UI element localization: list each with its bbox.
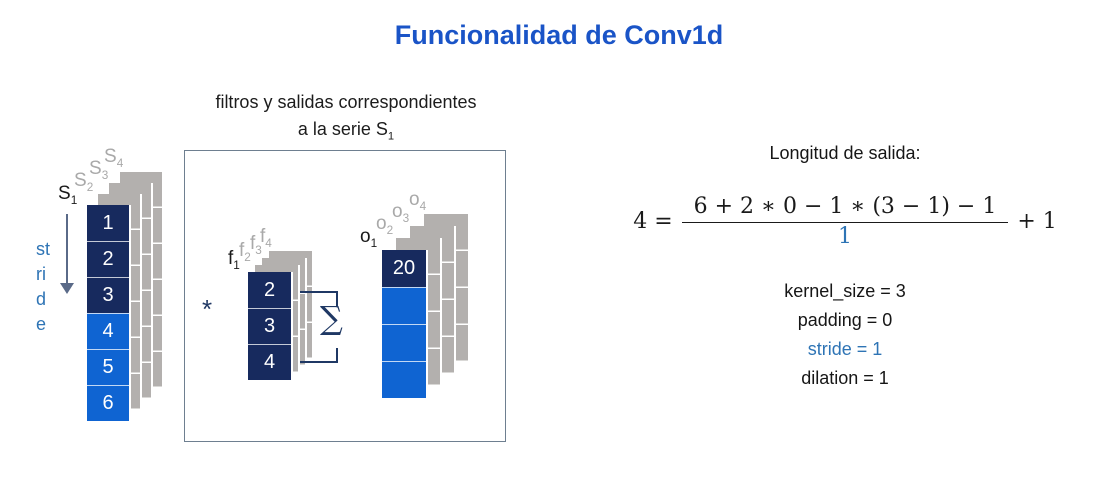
input-cell-1: 1 [87, 205, 129, 241]
box-caption-line1: filtros y salidas correspondientes [215, 92, 477, 112]
sum-bracket-bottom [300, 348, 338, 363]
filter-label-f4: $f_4$ [260, 226, 272, 250]
output-label-o4: $o_4$ [409, 189, 427, 213]
param-kernel-size: kernel_size = 3 [784, 281, 906, 301]
formula-numerator: 6 + 2 ∗ 0 − 1 ∗ (3 − 1) − 1 [682, 194, 1009, 223]
formula-suffix: + 1 [1017, 209, 1057, 234]
page-title: Funcionalidad de Conv1d [394, 20, 724, 50]
series-label-s4: $S_4$ [104, 146, 124, 170]
input-cell-6: 6 [87, 385, 129, 421]
filter-cell-1: 2 [248, 272, 291, 308]
input-series-column [87, 205, 131, 421]
output-cell-2 [382, 287, 426, 324]
conv-params-list [640, 277, 1050, 393]
series-label-s1: $S_1$ [58, 183, 78, 207]
filter-cell-2: 3 [248, 308, 291, 344]
output-label-o3: $o_3$ [392, 201, 410, 225]
filter-label-f1: $f_1$ [228, 248, 240, 272]
output-column [382, 250, 428, 398]
stride-arrow [66, 214, 68, 284]
output-label-o2: $o_2$ [376, 213, 394, 237]
multiply-operator: * [202, 294, 213, 324]
param-dilation: dilation = 1 [801, 368, 889, 388]
input-cell-4: 4 [87, 313, 129, 349]
param-stride: stride = 1 [807, 339, 883, 359]
formula-fraction [682, 194, 1009, 249]
filter-label-f2: $f_2$ [239, 240, 251, 264]
formula-denominator: 1 [838, 224, 852, 249]
output-label-o1: $o_1$ [360, 226, 378, 250]
input-cell-5: 5 [87, 349, 129, 385]
stride-arrow-head-icon [60, 283, 74, 294]
input-cell-3: 3 [87, 277, 129, 313]
output-length-heading: Longitud de salida: [769, 143, 921, 163]
param-padding: padding = 0 [797, 310, 893, 330]
output-cell-4 [382, 361, 426, 398]
formula-lhs: 4 = [633, 209, 673, 234]
stride-vertical-label: stride [36, 239, 51, 334]
box-caption-line2: a la serie $S_1$ [297, 119, 395, 143]
filter-column [248, 272, 293, 380]
filter-cell-3: 4 [248, 344, 291, 380]
box-caption [185, 89, 507, 151]
output-cell-1: 20 [382, 250, 426, 287]
series-label-s2: $S_2$ [74, 170, 94, 194]
filter-label-f3: $f_3$ [250, 233, 262, 257]
input-cell-2: 2 [87, 241, 129, 277]
output-cell-3 [382, 324, 426, 361]
output-length-formula [620, 194, 1070, 249]
sigma-icon: ∑ [320, 299, 343, 337]
series-label-s3: $S_3$ [89, 158, 109, 182]
